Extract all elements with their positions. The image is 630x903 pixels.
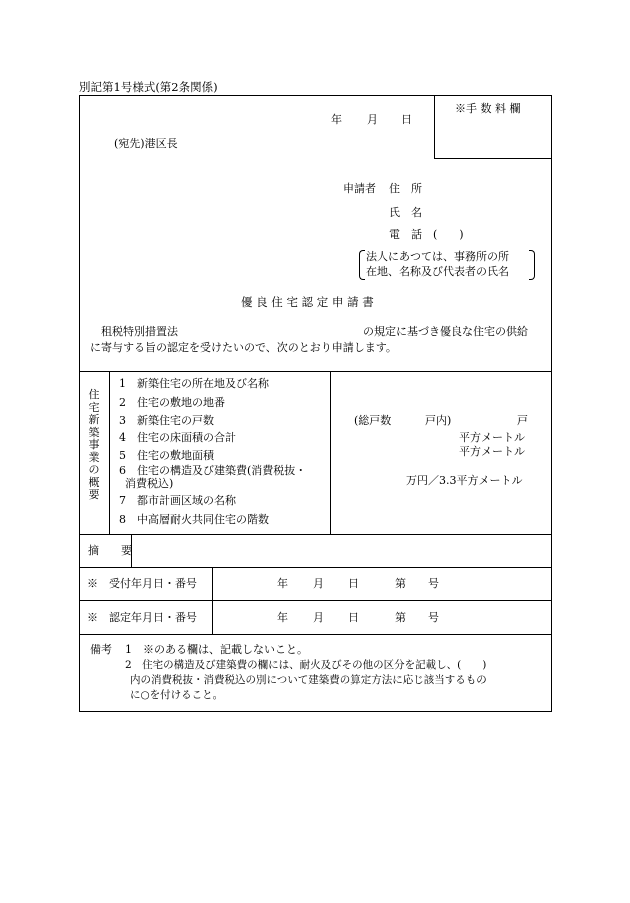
overview-item-7: 7 都市計画区域の名称 <box>119 494 236 507</box>
applicant-phone: 電 話 ( ) <box>389 228 464 241</box>
approval-no-prefix: 第 <box>395 611 406 624</box>
divider-overview-values <box>330 371 331 534</box>
corp-note-line2: 在地、名称及び代表者の氏名 <box>366 265 509 278</box>
summary-label: 摘 要 <box>88 544 132 557</box>
units-inner-label: 戸内) <box>425 414 452 427</box>
overview-item-5: 5 住宅の敷地面積 <box>119 449 214 462</box>
addressee: (宛先)港区長 <box>114 137 178 150</box>
approval-no-suffix: 号 <box>428 611 439 624</box>
receipt-no-prefix: 第 <box>395 577 406 590</box>
receipt-label: ※ 受付年月日・番号 <box>87 577 197 590</box>
date-year: 年 <box>331 113 342 126</box>
divider-summary-top <box>79 534 552 535</box>
receipt-day: 日 <box>348 577 359 590</box>
receipt-year: 年 <box>277 577 288 590</box>
body-law-name: 租税特別措置法 <box>101 325 178 338</box>
divider-notes-top <box>79 634 552 635</box>
receipt-no-suffix: 号 <box>428 577 439 590</box>
overview-item-8: 8 中高層耐火共同住宅の階数 <box>119 513 269 526</box>
date-day: 日 <box>401 113 412 126</box>
approval-label: ※ 認定年月日・番号 <box>87 611 197 624</box>
overview-item-3: 3 新築住宅の戸数 <box>119 414 214 427</box>
note-1: 1 ※のある欄は、記載しないこと。 <box>125 643 308 656</box>
corp-note-line1: 法人にあつては、事務所の所 <box>366 250 509 263</box>
divider-approval-top <box>79 600 552 601</box>
fee-label: ※手 数 料 欄 <box>455 102 521 115</box>
note-2-end: に○を付けること。 <box>130 689 224 701</box>
cost-unit: 万円／3.3平方メートル <box>406 474 523 487</box>
document-title: 優 良 住 宅 認 定 申 請 書 <box>241 295 374 309</box>
note-2-cont: 内の消費税抜・消費税込の別について建築費の算定方法に応じ該当するもの <box>130 674 487 686</box>
corp-note-bracket-left <box>359 250 365 280</box>
floor-area-unit: 平方メートル <box>459 431 525 444</box>
receipt-month: 月 <box>313 577 324 590</box>
overview-item-2: 2 住宅の敷地の地番 <box>119 396 225 409</box>
corp-note-bracket-right <box>529 250 535 280</box>
overview-item-6: 6 住宅の構造及び建築費(消費税抜・ <box>119 464 307 477</box>
overview-vertical-label: 住宅新築事業の概要 <box>88 388 100 502</box>
approval-year: 年 <box>277 611 288 624</box>
divider-receipt-top <box>79 567 552 568</box>
divider-overview-top <box>79 371 552 372</box>
divider-overview-label <box>109 371 110 534</box>
total-units-label: (総戸数 <box>354 414 392 427</box>
body-line1-rest: の規定に基づき優良な住宅の供給 <box>363 325 528 338</box>
applicant-address: 住 所 <box>389 182 422 195</box>
overview-item-6-cont: 消費税込) <box>125 477 174 490</box>
date-month: 月 <box>367 113 378 126</box>
approval-month: 月 <box>313 611 324 624</box>
overview-item-4: 4 住宅の床面積の合計 <box>119 431 236 444</box>
site-area-unit: 平方メートル <box>459 445 525 458</box>
note-2: 2 住宅の構造及び建築費の欄には、耐火及びその他の区分を記載し、( ) <box>125 659 487 671</box>
applicant-title: 申請者 <box>343 182 376 195</box>
overview-item-1: 1 新築住宅の所在地及び名称 <box>119 377 269 390</box>
notes-label: 備考 <box>90 643 112 656</box>
body-line2: に寄与する旨の認定を受けたいので、次のとおり申請します。 <box>90 341 397 354</box>
form-label: 別記第1号様式(第2条関係) <box>79 80 218 94</box>
units-label: 戸 <box>517 414 528 427</box>
applicant-name: 氏 名 <box>389 206 422 219</box>
approval-day: 日 <box>348 611 359 624</box>
